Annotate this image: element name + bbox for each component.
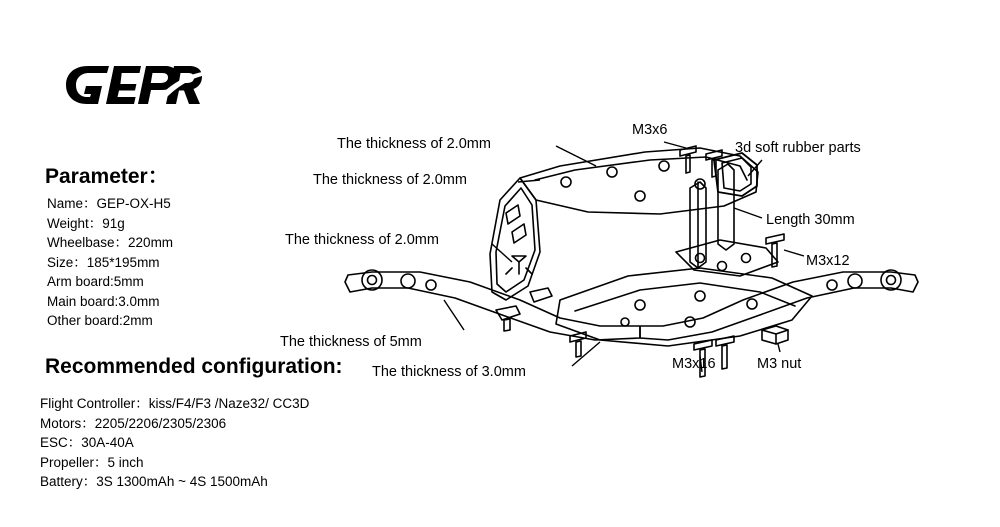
parameter-item-size: Size：185*195mm <box>47 254 160 270</box>
parameter-list <box>47 194 173 331</box>
callout-thickness-main: The thickness of 3.0mm <box>372 364 526 380</box>
recommended-heading: Recommended configuration: <box>45 355 343 378</box>
callout-length-30mm: Length 30mm <box>766 212 855 228</box>
parameter-heading: Parameter： <box>45 165 169 188</box>
callout-thickness-mid: The thickness of 2.0mm <box>285 232 439 248</box>
callout-thickness-arm: The thickness of 5mm <box>280 334 422 350</box>
parameter-item-main-board: Main board:3.0mm <box>47 293 160 309</box>
recommended-item-flight-controller: Flight Controller：kiss/F4/F3 /Naze32/ CC3D <box>40 396 310 411</box>
callout-rubber-parts: 3d soft rubber parts <box>735 140 861 156</box>
callout-thickness-upper: The thickness of 2.0mm <box>313 172 467 188</box>
parameter-item-arm-board: Arm board:5mm <box>47 274 144 289</box>
parameter-item-wheelbase: Wheelbase：220mm <box>47 235 174 250</box>
parameter-item-weight: Weight：91g <box>47 215 125 231</box>
parameter-item-other-board: Other board:2mm <box>47 313 153 328</box>
recommended-item-motors: Motors：2205/2206/2305/2306 <box>40 415 227 431</box>
recommended-list <box>40 394 309 492</box>
recommended-item-esc: ESC：30A-40A <box>40 435 134 450</box>
callout-m3x12: M3x12 <box>806 253 850 269</box>
callout-m3x16: M3x16 <box>672 356 716 372</box>
callout-thickness-top: The thickness of 2.0mm <box>337 136 491 152</box>
parameter-item-name: Name：GEP-OX-H5 <box>47 196 171 211</box>
recommended-item-battery: Battery：3S 1300mAh ~ 4S 1500mAh <box>40 474 268 489</box>
callout-m3x6: M3x6 <box>632 122 668 138</box>
callout-m3-nut: M3 nut <box>757 356 802 372</box>
recommended-item-propeller: Propeller：5 inch <box>40 454 144 470</box>
